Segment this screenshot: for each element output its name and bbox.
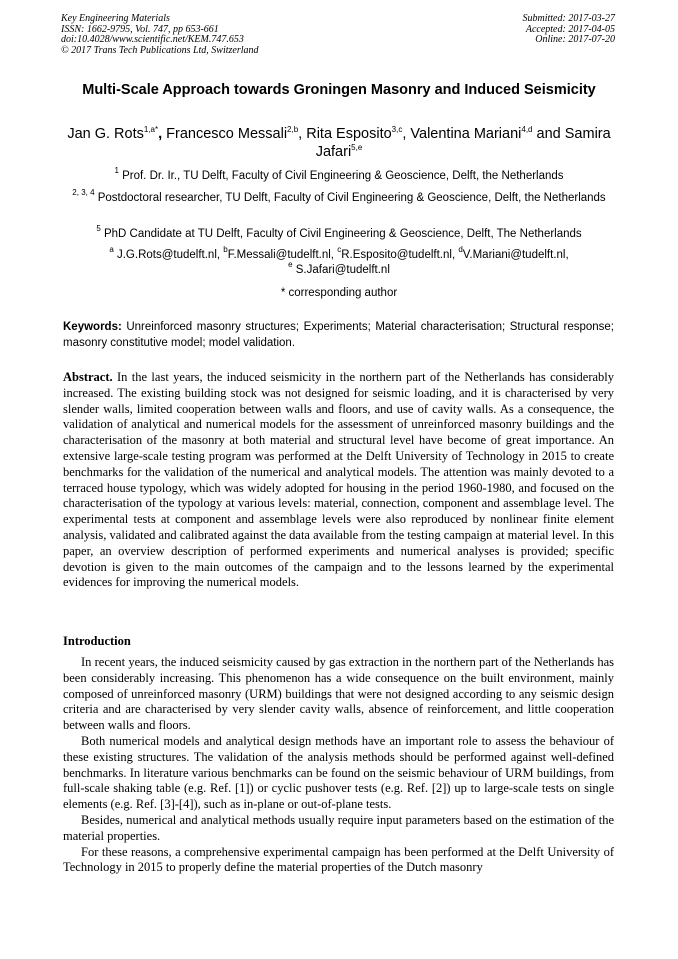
paragraph: In recent years, the induced seismicity caused by gas extraction in the northern part of the Netherlands has been considerably increasing. This phenomenon has a wide consequence on the built environment, mainly composed of unreinforced masonry (URM) buildings that were not designed according to any seismic design criteria and are characterised by very slender cavity walls, absence of reinforcement, and little cooperation between walls and floors. — [63, 655, 614, 733]
email-address[interactable]: V.Mariani@tudelft.nl, — [462, 249, 569, 261]
author-affil-mark: 1,a* — [143, 125, 159, 134]
submitted-date: Submitted: 2017-03-27 — [522, 13, 615, 24]
email-mark: c — [337, 245, 342, 254]
journal-name: Key Engineering Materials — [61, 13, 170, 24]
email-mark: a — [109, 245, 114, 254]
corresponding-author-note: * corresponding author — [280, 287, 398, 299]
affiliation-3 — [70, 224, 608, 242]
email-list — [70, 245, 608, 277]
email-address[interactable]: R.Esposito@tudelft.nl, — [341, 249, 459, 261]
paragraph: For these reasons, a comprehensive experimental campaign has been performed at the Delft University of Technology in 2015 to properly define the material properties of the Dutch masonry — [63, 844, 614, 875]
keywords-section — [63, 320, 614, 351]
email-address[interactable]: J.G.Rots@tudelft.nl, — [113, 249, 224, 261]
author-name: and Samira Jafari — [315, 126, 611, 160]
keywords-text: Unreinforced masonry structures; Experiments; Material characterisation; Structural response; masonry constitutive model; model validation. — [63, 321, 614, 349]
author-name: Valentina Mariani — [410, 126, 522, 142]
email-mark: e — [288, 259, 293, 269]
author-affil-mark: 2,b — [287, 125, 299, 134]
author-list — [60, 125, 618, 161]
author-affil-mark: 4,d — [521, 125, 533, 134]
email-address[interactable]: S.Jafari@tudelft.nl — [292, 263, 390, 276]
affiliation-mark: 5 — [96, 224, 101, 233]
paper-title: Multi-Scale Approach towards Groningen Masonry and Induced Seismicity — [82, 82, 596, 98]
paragraph: Besides, numerical and analytical methods usually require input parameters based on the estimation of the material properties. — [63, 812, 614, 843]
introduction-body — [63, 655, 614, 876]
affiliation-2 — [70, 188, 608, 206]
affiliation-mark: 1 — [114, 166, 119, 175]
paragraph: Both numerical models and analytical design methods have an important role to assess the behaviour of these existing structures. The validation of the analysis methods should be performed against well-defined benchmarks. In literature various benchmarks can be found on the seismic behaviour of URM buildings, from full-scale shaking table (e.g. Ref. [1]) or cyclic pushover tests (e.g. Ref. [2]) up to large-scale tests on single elements (e.g. Ref. [3]-[4]), such as in-plane or out-of-plane tests. — [63, 733, 614, 812]
abstract-text: In the last years, the induced seismicity in the northern part of the Netherlands has considerably increased. The existing building stock was not designed for seismic loading, and it is characterised by very slender walls, limited cooperation between walls and floors, and use of cavity walls. As a consequence, the validation of analytical and numerical models for the assessment of unreinforced masonry buildings and the characterisation of the masonry at both material and structural level have become of great importance. An extensive large-scale testing program was performed at the Delft University of Technology in 2015 to create benchmarks for the validation of the numerical and analytical models. The attention was mainly devoted to a terraced house typology, which was widely adopted for housing in the period 1960-1980, and focused on the characterisation of the typology at various levels: material, connection, component and assemblage level. The experimental tests at component and assemblage levels were also reproduced by nonlinear finite element analysis, validated and calibrated against the data available from the testing campaign at material level. In this paper, an overview description of performed experiments and numerical analyses is provided; specific devotion is given to the main outcomes of the campaign and to the lessons learned by the experimental evidences for improving the numerical models. — [63, 370, 614, 590]
doi-line: doi:10.4028/www.scientific.net/KEM.747.653 — [61, 34, 244, 45]
affiliation-text: Postdoctoral researcher, TU Delft, Faculty of Civil Engineering & Geoscience, Delft, the Netherlands — [94, 192, 606, 204]
issn-line: ISSN: 1662-9795, Vol. 747, pp 653-661 — [61, 23, 219, 35]
accepted-date: Accepted: 2017-04-05 — [525, 23, 615, 35]
online-date: Online: 2017-07-20 — [535, 34, 615, 45]
submission-dates — [523, 14, 616, 46]
abstract-label: Abstract. — [63, 370, 113, 384]
author-affil-mark: 5,e — [351, 143, 363, 152]
email-mark: b — [223, 245, 228, 254]
author-affil-mark: 3,c — [391, 125, 403, 134]
affiliation-text: PhD Candidate at TU Delft, Faculty of Civil Engineering & Geoscience, Delft, The Netherlands — [100, 228, 582, 240]
journal-info — [61, 14, 259, 56]
author-separator: , — [158, 126, 167, 142]
author-name: Jan G. Rots — [67, 126, 144, 142]
author-separator: , — [402, 126, 411, 142]
copyright-line: © 2017 Trans Tech Publications Ltd, Switzerland — [61, 44, 259, 56]
author-name: Francesco Messali — [166, 126, 288, 142]
author-separator: , — [298, 126, 307, 142]
email-mark: d — [458, 245, 463, 254]
affiliation-mark: 2, 3, 4 — [72, 188, 95, 197]
email-address[interactable]: F.Messali@tudelft.nl, — [227, 249, 338, 261]
keywords-label: Keywords: — [63, 321, 122, 333]
affiliation-text: Prof. Dr. Ir., TU Delft, Faculty of Civil Engineering & Geoscience, Delft, the Netherlands — [118, 170, 564, 182]
abstract-section — [63, 370, 614, 591]
affiliation-1 — [70, 166, 608, 184]
section-heading: Introduction — [63, 634, 131, 648]
author-name: Rita Esposito — [306, 126, 392, 142]
